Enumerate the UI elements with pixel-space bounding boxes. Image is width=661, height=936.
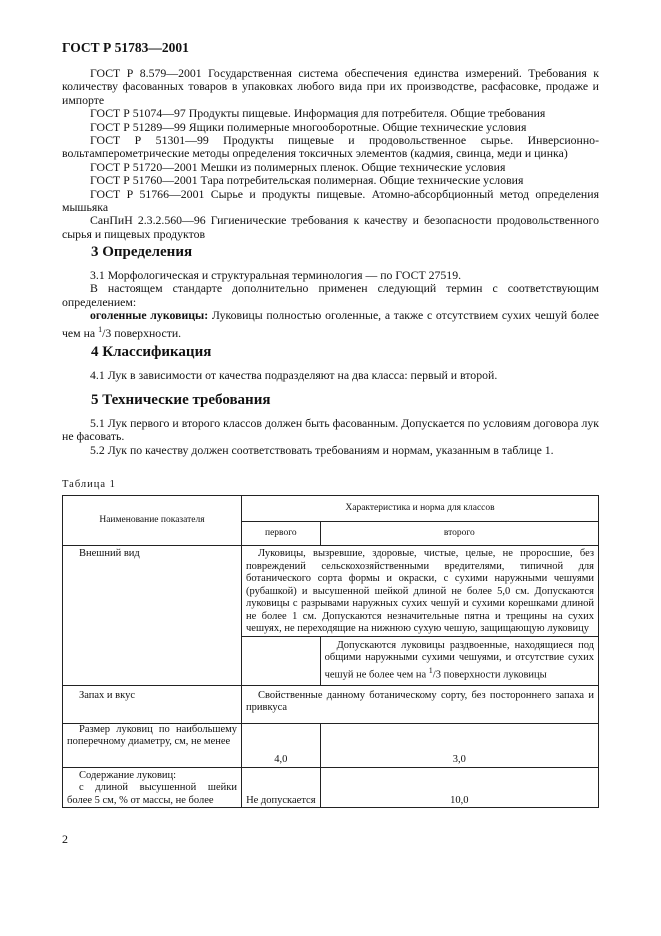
paragraph-4-1: 4.1 Лук в зависимости от качества подразделяют на два класса: первый и второй.	[90, 368, 498, 382]
section-4-title: 4 Классификация	[91, 344, 212, 360]
page-number: 2	[62, 832, 68, 846]
section-5-title: 5 Технические требования	[91, 392, 271, 408]
appearance-second-end: поверхности луковицы	[440, 669, 547, 680]
reference-item: ГОСТ Р 51760—2001 Тара потребительская полимерная. Общие технические условия	[90, 173, 524, 188]
reference-item: ГОСТ Р 51720—2001 Мешки из полимерных пленок. Общие технические условия	[90, 159, 506, 174]
row-appearance-name: Внешний вид	[63, 546, 242, 686]
paragraph-5-2: 5.2 Лук по качеству должен соответствовать требованиям и нормам, указанным в таблице 1.	[90, 442, 554, 457]
header-second-class: второго	[320, 522, 598, 546]
table-caption: Таблица 1	[62, 479, 116, 490]
appearance-second-text: Допускаются луковицы раздвоенные, находящиеся под общими наружными сухими чешуями, и отсутствие сухих чешуй не более чем на	[324, 639, 594, 680]
reference-item: ГОСТ Р 51074—97 Продукты пищевые. Информация для потребителя. Общие требования	[90, 106, 546, 121]
header-first-class: первого	[242, 522, 321, 546]
fraction-numerator: 1	[98, 324, 103, 334]
fraction-denominator: /3	[432, 669, 441, 680]
references-list	[62, 67, 599, 241]
reference-item: ГОСТ Р 51766—2001 Сырье и продукты пищевые. Атомно-абсорбционный метод определения мышьяка	[62, 186, 599, 215]
paragraph-3-1: 3.1 Морфологическая и структуральная терминология — по ГОСТ 27519.	[90, 268, 462, 282]
requirements-table	[62, 495, 599, 808]
document-header: ГОСТ Р 51783—2001	[62, 40, 189, 55]
row-smell-common: Свойственные данному ботаническому сорту, без постороннего запаха и привкуса	[242, 685, 599, 723]
term-definition-end: поверхности.	[111, 325, 182, 340]
term-definition-text: Луковицы полностью оголенные, а также с отсутствием сухих чешуй более чем на	[62, 308, 599, 340]
paragraph-3-intro: В настоящем стандарте дополнительно применен следующий термин с соответствующим определением:	[62, 281, 599, 309]
content-sub-label: с длиной высушенной шейки более 5 см, % от массы, не более	[67, 782, 237, 806]
row-appearance-first	[242, 636, 321, 685]
header-class-group: Характеристика и норма для классов	[242, 496, 599, 522]
section-4-body	[62, 369, 599, 382]
paragraph-5-1: 5.1 Лук первого и второго классов должен быть фасованным. Допускается по условиям договора лук не фасовать.	[62, 416, 599, 444]
row-content-first: Не допускается	[242, 767, 321, 808]
reference-item: СанПиН 2.3.2.560—96 Гигиенические требования к качеству и безопасности продовольственного сырья и пищевых продуктов	[62, 213, 599, 241]
header-indicator-name: Наименование показателя	[63, 496, 242, 546]
row-size-second: 3,0	[320, 723, 598, 767]
reference-item: ГОСТ Р 51289—99 Ящики полимерные многооборотные. Общие технические условия	[90, 119, 527, 134]
fraction-numerator: 1	[428, 665, 433, 675]
reference-item: ГОСТ Р 8.579—2001 Государственная система обеспечения единства измерений. Требования к количеству фасованных товаров в упаковках любого вида при их производстве, расфасовке, продаже и импорте	[62, 66, 599, 107]
row-appearance-second	[320, 636, 598, 685]
fraction-denominator: /3	[102, 325, 112, 340]
content-label: Содержание луковиц:	[79, 769, 177, 781]
reference-item: ГОСТ Р 51301—99 Продукты пищевые и продовольственное сырье. Инверсионно-вольтамперометрические методы определения токсичных элементов (кадмия, свинца, меди и цинка)	[62, 133, 599, 161]
section-5-body	[62, 417, 599, 457]
term-name: оголенные луковицы:	[90, 308, 209, 323]
row-appearance-common: Луковицы, вызревшие, здоровые, чистые, целые, не проросшие, без повреждений сельскохозяйственными вредителями, типичной для ботанического сорта формы и окраски, с сухими наружными чешуями (рубашкой) и высушенной шейкой длиной не более 5,0 см. Допускаются луковицы с разрывами наружных сухих чешуй и сухими корешками длиной не более 1 см. Допускаются незначительные пятна и трещины на сухих чешуях, не переходящие на нижнюю сухую чешую, защищающую луковицу	[242, 546, 599, 637]
section-3-title: 3 Определения	[91, 244, 193, 260]
row-content-name	[63, 767, 242, 808]
row-size-first: 4,0	[242, 723, 321, 767]
row-size-name: Размер луковиц по наибольшему поперечному диаметру, см, не менее	[63, 723, 242, 767]
section-3-body	[62, 269, 599, 340]
row-content-second: 10,0	[320, 767, 598, 808]
term-definition	[62, 309, 599, 340]
row-smell-name: Запах и вкус	[63, 685, 242, 723]
